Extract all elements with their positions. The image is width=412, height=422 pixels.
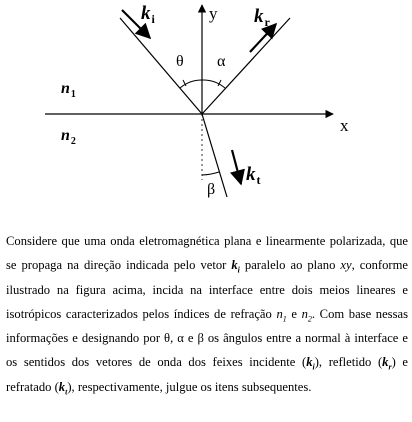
beta-arc	[202, 172, 219, 175]
n2-symbol: $n_2$	[301, 306, 312, 324]
alpha-arc	[202, 80, 225, 88]
k-t-arrow	[232, 150, 241, 184]
text-part: Considere que uma onda eletromagnética plana e linearmente polarizada, que se propaga na direção indicada pelo vetor	[6, 234, 408, 273]
k-i-label: $k_i$	[141, 3, 155, 26]
x-label: x	[340, 116, 349, 135]
theta-label: θ	[176, 53, 184, 70]
k-t-vector: $k_t$	[58, 379, 68, 397]
n1-label: $n_1$	[61, 80, 76, 100]
text-part: e	[286, 306, 302, 321]
text-part: . Com base nessas informações e designando por θ, α e β os ângulos entre a normal à interface e os sentidos dos vetores de onda dos feixes incidente (	[6, 306, 408, 370]
text-part: ) e refratado (	[6, 355, 408, 394]
text-part: ), respectivamente, julgue os itens subsequentes.	[67, 379, 312, 394]
k-i-vector: $k_i$	[231, 258, 240, 275]
incident-ray	[120, 18, 202, 114]
k-r-vector: $k_r$	[382, 355, 392, 372]
k-t-label: $k_t$	[246, 164, 261, 187]
k-i-vector: $k_i$	[306, 355, 315, 372]
reflected-ray	[202, 18, 290, 114]
n2-label: $n_2$	[61, 127, 76, 147]
k-r-label: $k_r$	[254, 6, 270, 29]
n1-symbol: $n_1$	[276, 306, 287, 324]
beta-label: β	[207, 181, 216, 198]
question-text	[6, 229, 408, 399]
text-part: paralelo ao plano	[239, 258, 341, 273]
xy-plane: xy	[340, 258, 352, 273]
y-label: y	[209, 4, 218, 23]
text-part: , conforme ilustrado na figura acima, incida na interface entre dois meios lineares e isotrópicos caracterizados pelos índices de refração	[6, 258, 408, 321]
text-part: ), refletido (	[314, 355, 383, 370]
alpha-label: α	[217, 53, 226, 70]
